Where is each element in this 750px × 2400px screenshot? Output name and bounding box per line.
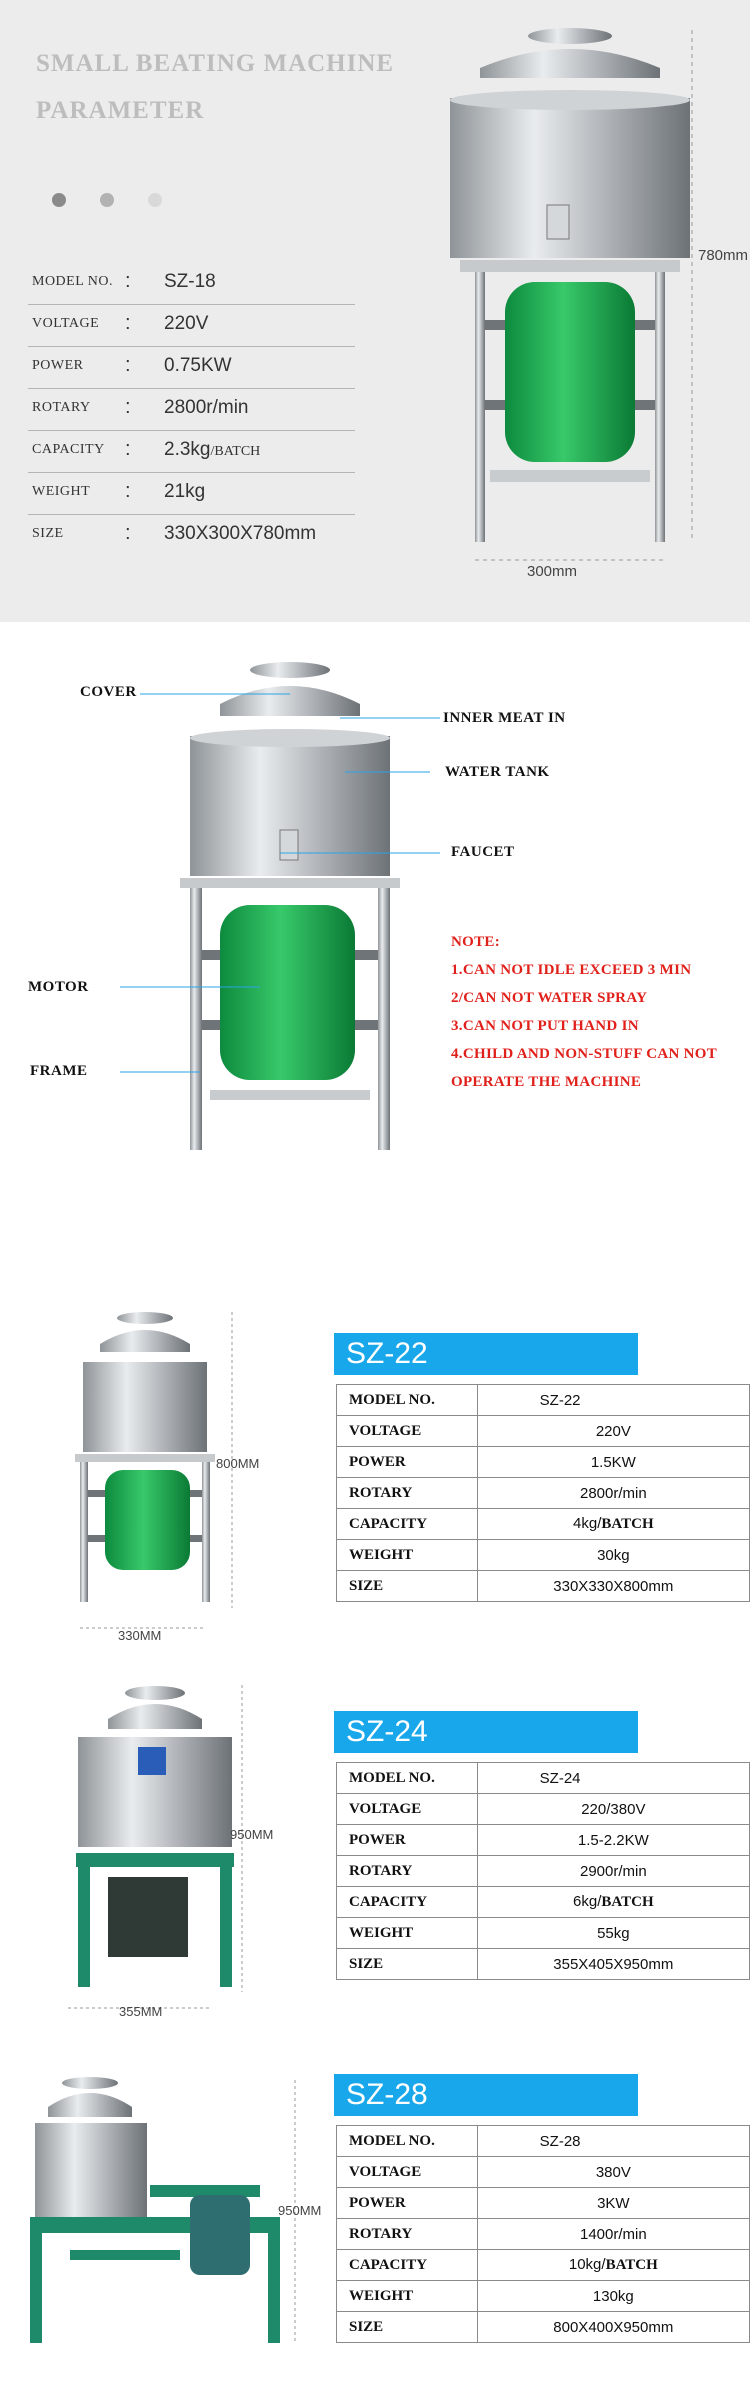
spec-label: SIZE — [337, 1571, 478, 1602]
spec-label: WEIGHT — [337, 1540, 478, 1571]
spec-value: 30kg — [477, 1540, 749, 1571]
param-label: ROTARY — [32, 400, 91, 415]
sz24-height-label: 950MM — [230, 1827, 274, 1842]
spec-label: SIZE — [337, 1949, 478, 1980]
table-row — [337, 2219, 750, 2250]
spec-value: SZ-28 — [477, 2126, 749, 2157]
note-item: 2/CAN NOT WATER SPRAY — [451, 990, 648, 1006]
spec-label: MODEL NO. — [337, 1763, 478, 1794]
sz22-width-label: 330MM — [118, 1628, 162, 1643]
spec-label: CAPACITY — [337, 1509, 478, 1540]
param-row: WEIGHT : 21kg — [28, 472, 355, 515]
note-heading: NOTE: — [451, 934, 501, 950]
param-label: CAPACITY — [32, 442, 105, 457]
param-value: SZ-18 — [164, 271, 216, 292]
spec-label: POWER — [337, 1447, 478, 1478]
spec-value: 10kg/BATCH — [477, 2250, 749, 2281]
param-row: VOLTAGE : 220V — [28, 304, 355, 347]
table-row — [337, 1825, 750, 1856]
spec-value: 1.5KW — [477, 1447, 749, 1478]
spec-value: 380V — [477, 2157, 749, 2188]
param-label: SIZE — [32, 526, 64, 541]
spec-value: SZ-24 — [477, 1763, 749, 1794]
table-row — [337, 1385, 750, 1416]
carousel-dot-3[interactable] — [148, 193, 162, 207]
param-row: POWER : 0.75KW — [28, 346, 355, 389]
param-label: VOLTAGE — [32, 316, 100, 331]
sz28-height-label: 950MM — [278, 2203, 322, 2218]
note-item: OPERATE THE MACHINE — [451, 1074, 642, 1090]
spec-label: CAPACITY — [337, 1887, 478, 1918]
spec-label: WEIGHT — [337, 2281, 478, 2312]
spec-value: 2900r/min — [477, 1856, 749, 1887]
table-row — [337, 1478, 750, 1509]
spec-label: POWER — [337, 1825, 478, 1856]
page-title-line2: PARAMETER — [36, 97, 205, 124]
spec-label: VOLTAGE — [337, 2157, 478, 2188]
spec-value: 2800r/min — [477, 1478, 749, 1509]
sz28-machine-illustration — [30, 2075, 290, 2350]
table-row — [337, 1856, 750, 1887]
param-value: 330X300X780mm — [164, 523, 317, 544]
spec-value: 220V — [477, 1416, 749, 1447]
param-label: POWER — [32, 358, 84, 373]
sz18-machine-illustration — [420, 20, 720, 580]
sz22-height-label: 800MM — [216, 1456, 260, 1471]
param-label: MODEL NO. — [32, 274, 113, 289]
table-row — [337, 1571, 750, 1602]
spec-value: 330X330X800mm — [477, 1571, 749, 1602]
spec-value: 1400r/min — [477, 2219, 749, 2250]
label-motor: MOTOR — [28, 979, 89, 995]
param-row: MODEL NO. : SZ-18 — [28, 262, 355, 305]
sz28-model-banner: SZ-28 — [334, 2074, 638, 2116]
spec-value: 4kg/BATCH — [477, 1509, 749, 1540]
spec-label: ROTARY — [337, 1478, 478, 1509]
spec-label: MODEL NO. — [337, 2126, 478, 2157]
param-value: 2.3kg/BATCH — [164, 439, 261, 460]
spec-value: 6kg/BATCH — [477, 1887, 749, 1918]
sz18-width-label: 300mm — [527, 563, 578, 580]
sz22-model-banner: SZ-22 — [334, 1333, 638, 1375]
spec-value: 55kg — [477, 1918, 749, 1949]
param-value: 2800r/min — [164, 397, 249, 418]
spec-label: CAPACITY — [337, 2250, 478, 2281]
param-value: 21kg — [164, 481, 206, 502]
spec-label: WEIGHT — [337, 1918, 478, 1949]
spec-value: 1.5-2.2KW — [477, 1825, 749, 1856]
safety-notes — [451, 934, 717, 1102]
carousel-dot-1[interactable] — [52, 193, 66, 207]
spec-label: POWER — [337, 2188, 478, 2219]
table-row — [337, 1447, 750, 1478]
spec-label: VOLTAGE — [337, 1794, 478, 1825]
param-value: 220V — [164, 313, 209, 334]
sz18-height-label: 780mm — [698, 247, 749, 264]
table-row — [337, 1949, 750, 1980]
sz22-dimension-lines — [60, 1310, 260, 1650]
sz24-spec-table — [336, 1762, 750, 1980]
param-row: ROTARY : 2800r/min — [28, 388, 355, 431]
sz22-spec-table — [336, 1384, 750, 1602]
table-row — [337, 2250, 750, 2281]
table-row — [337, 1416, 750, 1447]
table-row — [337, 2188, 750, 2219]
note-item: 4.CHILD AND NON-STUFF CAN NOT — [451, 1046, 718, 1062]
sz24-width-label: 355MM — [119, 2004, 163, 2019]
param-label: WEIGHT — [32, 484, 91, 499]
label-faucet: FAUCET — [451, 844, 515, 860]
label-water-tank: WATER TANK — [445, 764, 550, 780]
spec-label: ROTARY — [337, 1856, 478, 1887]
spec-label: MODEL NO. — [337, 1385, 478, 1416]
spec-label: ROTARY — [337, 2219, 478, 2250]
param-row: CAPACITY : 2.3kg/BATCH — [28, 430, 355, 473]
param-row: SIZE : 330X300X780mm — [32, 522, 317, 544]
label-cover: COVER — [80, 684, 137, 700]
table-row — [337, 2126, 750, 2157]
spec-label: SIZE — [337, 2312, 478, 2343]
spec-value: 3KW — [477, 2188, 749, 2219]
spec-label: VOLTAGE — [337, 1416, 478, 1447]
sz24-model-banner: SZ-24 — [334, 1711, 638, 1753]
spec-value: 130kg — [477, 2281, 749, 2312]
carousel-dot-2[interactable] — [100, 193, 114, 207]
page-title-line1: SMALL BEATING MACHINE — [36, 50, 395, 77]
table-row — [337, 1794, 750, 1825]
table-row — [337, 1509, 750, 1540]
sz28-spec-table — [336, 2125, 750, 2343]
sz24-dimension-lines — [60, 1680, 280, 2020]
param-unit: /BATCH — [210, 444, 261, 459]
spec-value: SZ-22 — [477, 1385, 749, 1416]
table-row — [337, 1918, 750, 1949]
table-row — [337, 1540, 750, 1571]
table-row — [337, 1763, 750, 1794]
spec-value: 220/380V — [477, 1794, 749, 1825]
table-row — [337, 2157, 750, 2188]
spec-value: 800X400X950mm — [477, 2312, 749, 2343]
table-row — [337, 1887, 750, 1918]
table-row — [337, 2312, 750, 2343]
spec-value: 355X405X950mm — [477, 1949, 749, 1980]
table-row — [337, 2281, 750, 2312]
note-item: 1.CAN NOT IDLE EXCEED 3 MIN — [451, 962, 692, 978]
param-value: 0.75KW — [164, 355, 232, 376]
label-inner-meat-in: INNER MEAT IN — [443, 710, 566, 726]
label-frame: FRAME — [30, 1063, 88, 1079]
note-item: 3.CAN NOT PUT HAND IN — [451, 1018, 639, 1034]
